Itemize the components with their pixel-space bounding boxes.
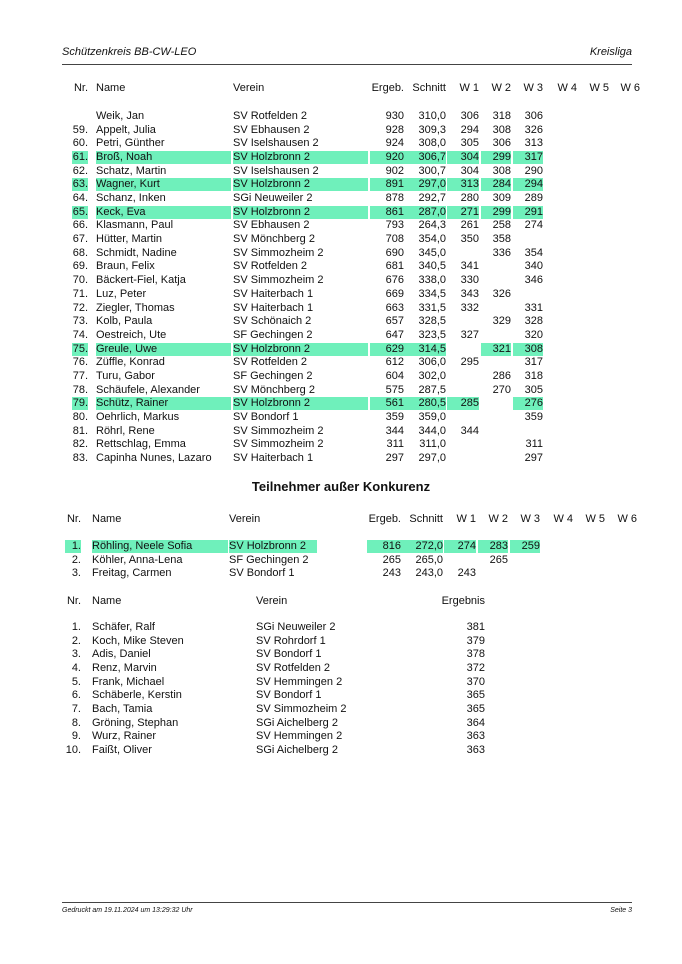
table1-cell-ergeb: 920 (370, 151, 404, 164)
table1-cell-nr: 80. (72, 410, 88, 423)
table1-cell-w2: 299 (481, 206, 511, 219)
table1-cell-schnitt: 306,0 (418, 356, 446, 369)
table1-cell-ergeb: 902 (385, 164, 404, 177)
table1-cell-schnitt: 287,5 (418, 383, 446, 396)
table2-cell-ergeb: 243 (382, 567, 401, 580)
table1-cell-verein: SGi Neuweiler 2 (233, 192, 313, 205)
table2-cell-schnitt: 243,0 (415, 567, 443, 580)
table1-cell-schnitt: 328,5 (418, 315, 446, 328)
table1-cell-nr: 67. (72, 233, 88, 246)
table2-cell-w1: 274 (444, 540, 476, 553)
table2-col-w5: W 5 (585, 513, 605, 525)
table1-cell-name: Oestreich, Ute (96, 328, 167, 341)
table1-cell-nr: 77. (72, 369, 88, 382)
table1-cell-verein: SV Haiterbach 1 (233, 287, 314, 300)
table3-cell-verein: SV Hemmingen 2 (256, 675, 343, 688)
table1-cell-w3: 313 (524, 137, 543, 150)
table1-cell-w1: 305 (460, 137, 479, 150)
table2-col-w6: W 6 (617, 513, 637, 525)
table1-cell-w2: 318 (492, 110, 511, 122)
table1-cell-name: Schmidt, Nadine (96, 246, 177, 259)
table1-cell-verein: SV Simmozheim 2 (233, 438, 324, 451)
table1-cell-schnitt: 309,3 (418, 123, 446, 136)
table1-col-schnitt: Schnitt (412, 82, 446, 94)
footer-rule (62, 902, 632, 903)
table2-col-w1: W 1 (456, 513, 476, 525)
table1-cell-w1: 280 (460, 192, 479, 205)
table3-cell-nr: 3. (71, 648, 81, 661)
table3-cell-name: Schäfer, Ralf (92, 621, 155, 633)
table2-cell-schnitt: 272,0 (401, 540, 443, 553)
table1-cell-ergeb: 604 (385, 369, 404, 382)
table2-col-schnitt: Schnitt (409, 513, 443, 525)
table2-col-w3: W 3 (520, 513, 540, 525)
table1-cell-verein: SV Simmozheim 2 (233, 424, 324, 437)
table1-cell-nr: 64. (72, 192, 88, 205)
table1-cell-w3: 311 (525, 438, 543, 451)
table1-cell-schnitt: 308,0 (418, 137, 446, 150)
table1-cell-nr: 79. (72, 397, 88, 410)
table1-cell-w2: 309 (492, 192, 511, 205)
table1-cell-nr: 74. (72, 328, 88, 341)
table1-cell-name: Schatz, Martin (96, 164, 167, 177)
table2-cell-verein: SV Bondorf 1 (229, 567, 295, 580)
table1-cell-w2: 299 (481, 151, 511, 164)
table1-cell-w2: 258 (492, 219, 511, 232)
table1-cell-name: Capinha Nunes, Lazaro (96, 452, 212, 464)
table1-col-w3: W 3 (523, 82, 543, 94)
table1-cell-w2: 286 (492, 369, 511, 382)
table3-cell-verein: SV Rotfelden 2 (256, 662, 330, 675)
table1-cell-verein: SF Gechingen 2 (233, 369, 313, 382)
table2-cell-verein: SV Holzbronn 2 (229, 540, 317, 553)
table1-cell-schnitt: 280,5 (404, 397, 446, 410)
table1-col-name: Name (96, 82, 126, 94)
table1-cell-name: Schäufele, Alexander (96, 383, 200, 396)
table1-cell-w3: 346 (524, 274, 543, 287)
table1-cell-nr: 66. (72, 219, 88, 232)
table2-cell-name: Röhling, Neele Sofia (92, 540, 228, 553)
table1-cell-nr: 62. (72, 164, 88, 177)
table1-cell-schnitt: 340,5 (418, 260, 446, 273)
table1-cell-schnitt: 344,0 (418, 424, 446, 437)
table1-cell-nr: 76. (72, 356, 88, 369)
table3-cell-ergebnis: 365 (466, 703, 485, 716)
table1-cell-verein: SF Gechingen 2 (233, 328, 313, 341)
table3-cell-name: Schäberle, Kerstin (92, 689, 182, 702)
table1-cell-w1: 343 (460, 287, 479, 300)
table3-cell-name: Adis, Daniel (92, 648, 151, 661)
table1-cell-schnitt: 323,5 (418, 328, 446, 341)
table1-cell-w1: 330 (460, 274, 479, 287)
table1-cell-ergeb: 878 (385, 192, 404, 205)
table1-col-ergeb: Ergeb. (371, 82, 404, 94)
table1-cell-nr: 75. (72, 342, 88, 355)
table1-cell-w3: 297 (524, 452, 543, 464)
table1-cell-w1: 332 (460, 301, 479, 314)
table1-cell-schnitt: 311,0 (419, 438, 446, 451)
table1-cell-w3: 306 (524, 110, 543, 122)
table3-cell-nr: 8. (71, 716, 81, 729)
table1-cell-verein: SV Ebhausen 2 (233, 123, 310, 136)
table3-cell-ergebnis: 364 (466, 716, 485, 729)
table1-cell-nr: 82. (72, 438, 88, 451)
table1-cell-name: Weik, Jan (96, 110, 145, 122)
table1-cell-ergeb: 561 (370, 397, 404, 410)
table1-cell-name: Turu, Gabor (96, 369, 155, 382)
table1-col-w1: W 1 (459, 82, 479, 94)
table1-cell-w3: 326 (524, 123, 543, 136)
table1-cell-name: Appelt, Julia (96, 123, 156, 136)
table1-cell-w2: 326 (492, 287, 511, 300)
table1-cell-name: Rettschlag, Emma (96, 438, 186, 451)
table1-cell-schnitt: 359,0 (418, 410, 446, 423)
table1-cell-schnitt: 310,0 (418, 110, 446, 122)
table2-cell-nr: 3. (71, 567, 81, 580)
table1-cell-ergeb: 676 (385, 274, 404, 287)
section-title: Teilnehmer außer Konkurenz (251, 479, 431, 494)
table1-col-w2: W 2 (491, 82, 511, 94)
footer-print-date: Gedruckt am 19.11.2024 um 13:29:32 Uhr (62, 907, 193, 914)
table3-col-nr: Nr. (66, 595, 81, 607)
table1-cell-verein: SV Schönaich 2 (233, 315, 312, 328)
table1-cell-w3: 317 (524, 356, 543, 369)
table1-cell-nr: 63. (72, 178, 88, 191)
table3-cell-name: Frank, Michael (92, 675, 165, 688)
table1-cell-verein: SV Iselshausen 2 (233, 137, 319, 150)
table1-cell-name: Braun, Felix (96, 260, 155, 273)
table1-cell-nr: 65. (72, 205, 88, 218)
table1-cell-nr: 69. (72, 260, 88, 273)
table1-cell-schnitt: 345,0 (418, 246, 446, 259)
table3-cell-verein: SGi Aichelberg 2 (256, 744, 338, 757)
table1-cell-ergeb: 924 (385, 137, 404, 150)
table2-col-nr: Nr. (66, 513, 81, 525)
table1-cell-verein: SV Bondorf 1 (233, 410, 299, 423)
table2-cell-verein: SF Gechingen 2 (229, 553, 309, 566)
table1-col-w5: W 5 (589, 82, 609, 94)
table1-cell-schnitt: 300,7 (418, 164, 446, 177)
table1-cell-nr: 72. (72, 301, 88, 314)
table1-cell-w3: 318 (524, 369, 543, 382)
table1-cell-name: Greule, Uwe (96, 343, 231, 356)
table3-cell-nr: 4. (71, 662, 81, 675)
table1-cell-nr: 61. (72, 151, 88, 164)
table1-cell-schnitt: 334,5 (418, 287, 446, 300)
table1-cell-w3: 294 (513, 178, 543, 191)
header-rule (62, 64, 632, 65)
header-league-name: Kreisliga (589, 46, 632, 58)
table2-cell-ergeb: 816 (367, 540, 401, 553)
table3-cell-verein: SGi Neuweiler 2 (256, 621, 336, 633)
table1-cell-ergeb: 690 (385, 246, 404, 259)
table1-cell-ergeb: 575 (385, 383, 404, 396)
table1-cell-schnitt: 314,5 (404, 343, 446, 356)
table3-col-ergebnis: Ergebnis (441, 595, 485, 607)
table1-cell-name: Broß, Noah (96, 151, 231, 164)
table1-cell-verein: SV Simmozheim 2 (233, 246, 324, 259)
table2-cell-w2: 265 (489, 553, 508, 566)
table1-cell-ergeb: 930 (385, 110, 404, 122)
table3-cell-nr: 1. (71, 621, 81, 633)
table3-cell-ergebnis: 372 (466, 662, 485, 675)
table1-cell-ergeb: 657 (385, 315, 404, 328)
table1-cell-nr: 73. (72, 315, 88, 328)
table1-cell-verein: SV Rotfelden 2 (233, 356, 307, 369)
table1-cell-w1: 350 (460, 233, 479, 246)
table1-cell-name: Keck, Eva (96, 206, 231, 219)
table1-cell-ergeb: 359 (385, 410, 404, 423)
table1-cell-schnitt: 306,7 (404, 151, 446, 164)
table1-cell-name: Bäckert-Fiel, Katja (96, 274, 186, 287)
table1-cell-verein: SV Mönchberg 2 (233, 233, 315, 246)
table1-cell-verein: SV Iselshausen 2 (233, 164, 319, 177)
table1-cell-ergeb: 928 (385, 123, 404, 136)
table1-cell-w3: 359 (524, 410, 543, 423)
table1-cell-ergeb: 647 (385, 328, 404, 341)
table1-cell-ergeb: 344 (385, 424, 404, 437)
table1-cell-nr: 59. (72, 123, 88, 136)
table1-cell-nr: 71. (72, 287, 88, 300)
table2-cell-w1: 243 (457, 567, 476, 580)
table1-cell-nr: 78. (72, 383, 88, 396)
table2-cell-ergeb: 265 (382, 553, 401, 566)
table1-cell-verein: SV Holzbronn 2 (233, 151, 368, 164)
table3-cell-nr: 7. (71, 703, 81, 716)
table1-cell-w2: 270 (492, 383, 511, 396)
table1-cell-name: Schütz, Rainer (96, 397, 231, 410)
table1-cell-nr: 68. (72, 246, 88, 259)
table3-cell-name: Renz, Marvin (92, 662, 157, 675)
table1-cell-verein: SV Rotfelden 2 (233, 260, 307, 273)
table3-cell-verein: SV Simmozheim 2 (256, 703, 347, 716)
table2-col-w4: W 4 (553, 513, 573, 525)
table1-cell-w1: 261 (460, 219, 479, 232)
table3-cell-verein: SGi Aichelberg 2 (256, 716, 338, 729)
table1-cell-name: Hütter, Martin (96, 233, 163, 246)
table1-cell-schnitt: 264,3 (418, 219, 446, 232)
table1-col-w4: W 4 (557, 82, 577, 94)
table1-cell-w3: 290 (524, 164, 543, 177)
table3-cell-ergebnis: 363 (466, 730, 485, 743)
table1-cell-schnitt: 338,0 (418, 274, 446, 287)
table1-cell-verein: SV Holzbronn 2 (233, 178, 368, 191)
table3-cell-ergebnis: 381 (466, 621, 485, 633)
table1-cell-w1: 344 (460, 424, 479, 437)
table1-cell-ergeb: 663 (385, 301, 404, 314)
table3-cell-name: Wurz, Rainer (92, 730, 156, 743)
table3-cell-verein: SV Bondorf 1 (256, 648, 322, 661)
table1-cell-verein: SV Haiterbach 1 (233, 452, 314, 464)
table3-col-verein: Verein (256, 595, 288, 607)
table2-col-ergeb: Ergeb. (368, 513, 401, 525)
table3-cell-verein: SV Hemmingen 2 (256, 730, 343, 743)
table1-cell-schnitt: 331,5 (418, 301, 446, 314)
table1-cell-w3: 308 (513, 343, 543, 356)
table3-cell-name: Koch, Mike Steven (92, 634, 184, 647)
table1-cell-name: Luz, Peter (96, 287, 147, 300)
table1-cell-w1: 313 (447, 178, 479, 191)
table1-cell-w1: 341 (460, 260, 479, 273)
table1-cell-name: Wagner, Kurt (96, 178, 231, 191)
table1-cell-schnitt: 297,0 (418, 452, 446, 464)
table1-cell-name: Petri, Günther (96, 137, 165, 150)
table1-cell-name: Röhrl, Rene (96, 424, 155, 437)
table2-cell-name: Köhler, Anna-Lena (92, 553, 183, 566)
table1-cell-w1: 306 (460, 110, 479, 122)
table1-cell-ergeb: 669 (385, 287, 404, 300)
table2-cell-name: Freitag, Carmen (92, 567, 172, 580)
table1-cell-verein: SV Rotfelden 2 (233, 110, 307, 122)
table1-cell-ergeb: 612 (385, 356, 404, 369)
table1-cell-verein: SV Holzbronn 2 (233, 397, 368, 410)
table1-cell-name: Klasmann, Paul (96, 219, 174, 232)
table1-cell-verein: SV Mönchberg 2 (233, 383, 315, 396)
table1-cell-w3: 305 (524, 383, 543, 396)
table1-cell-w1: 271 (447, 206, 479, 219)
table1-cell-ergeb: 297 (385, 452, 404, 464)
table3-cell-name: Bach, Tamia (92, 703, 153, 716)
table3-cell-name: Faißt, Oliver (92, 744, 152, 757)
table3-cell-name: Gröning, Stephan (92, 716, 179, 729)
table1-cell-name: Kolb, Paula (96, 315, 153, 328)
table3-cell-nr: 6. (71, 689, 81, 702)
table2-col-w2: W 2 (488, 513, 508, 525)
table1-cell-w2: 308 (492, 164, 511, 177)
table1-cell-w3: 274 (524, 219, 543, 232)
table2-cell-nr: 2. (71, 553, 81, 566)
table1-cell-nr: 83. (72, 452, 88, 464)
table1-cell-ergeb: 793 (385, 219, 404, 232)
table1-cell-verein: SV Holzbronn 2 (233, 343, 368, 356)
table1-cell-verein: SV Haiterbach 1 (233, 301, 314, 314)
table1-cell-schnitt: 354,0 (418, 233, 446, 246)
table1-cell-ergeb: 708 (385, 233, 404, 246)
table1-cell-name: Schanz, Inken (96, 192, 166, 205)
table1-cell-schnitt: 292,7 (418, 192, 446, 205)
table3-col-name: Name (92, 595, 122, 607)
table3-cell-nr: 2. (71, 634, 81, 647)
table3-cell-ergebnis: 370 (466, 675, 485, 688)
table1-cell-ergeb: 681 (385, 260, 404, 273)
table3-cell-ergebnis: 365 (466, 689, 485, 702)
table1-cell-w1: 327 (460, 328, 479, 341)
table2-cell-w2: 283 (478, 540, 508, 553)
table1-cell-w3: 276 (513, 397, 543, 410)
table1-cell-nr: 81. (72, 424, 88, 437)
table1-cell-ergeb: 861 (370, 206, 404, 219)
table1-col-nr: Nr. (73, 82, 88, 94)
table1-cell-w2: 321 (481, 343, 511, 356)
table1-cell-w1: 304 (447, 151, 479, 164)
table3-cell-verein: SV Rohrdorf 1 (256, 634, 326, 647)
table3-cell-verein: SV Bondorf 1 (256, 689, 322, 702)
table1-cell-schnitt: 287,0 (404, 206, 446, 219)
table1-cell-w2: 358 (492, 233, 511, 246)
table1-cell-w3: 289 (524, 192, 543, 205)
table1-cell-w3: 328 (524, 315, 543, 328)
table2-col-verein: Verein (229, 513, 261, 525)
table1-cell-w2: 284 (481, 178, 511, 191)
table1-cell-verein: SV Holzbronn 2 (233, 206, 368, 219)
table2-cell-nr: 1. (65, 540, 81, 553)
table3-cell-ergebnis: 379 (466, 634, 485, 647)
table3-cell-nr: 5. (71, 675, 81, 688)
table1-cell-schnitt: 297,0 (404, 178, 446, 191)
table1-cell-w3: 317 (513, 151, 543, 164)
table1-cell-w2: 329 (492, 315, 511, 328)
table1-cell-verein: SV Ebhausen 2 (233, 219, 310, 232)
table1-cell-verein: SV Simmozheim 2 (233, 274, 324, 287)
table1-cell-ergeb: 891 (370, 178, 404, 191)
table2-cell-w3: 259 (510, 540, 540, 553)
table1-cell-w3: 331 (524, 301, 543, 314)
table1-col-verein: Verein (233, 82, 265, 94)
table3-cell-nr: 9. (71, 730, 81, 743)
table1-cell-w1: 294 (460, 123, 479, 136)
table1-cell-w1: 285 (447, 397, 479, 410)
table1-cell-w3: 320 (524, 328, 543, 341)
table1-cell-w2: 336 (492, 246, 511, 259)
table2-cell-schnitt: 265,0 (415, 553, 443, 566)
table1-cell-ergeb: 311 (386, 438, 404, 451)
header-league-district: Schützenkreis BB-CW-LEO (62, 46, 197, 58)
table1-cell-w3: 354 (524, 246, 543, 259)
table1-cell-name: Züffle, Konrad (96, 356, 165, 369)
table1-col-w6: W 6 (620, 82, 640, 94)
table3-cell-ergebnis: 363 (466, 744, 485, 757)
table1-cell-w1: 295 (460, 356, 479, 369)
footer-page-number: Seite 3 (610, 907, 632, 914)
table3-cell-ergebnis: 378 (466, 648, 485, 661)
table1-cell-name: Oehrlich, Markus (96, 410, 180, 423)
table1-cell-schnitt: 302,0 (418, 369, 446, 382)
table1-cell-w2: 306 (492, 137, 511, 150)
table1-cell-ergeb: 629 (370, 343, 404, 356)
table1-cell-nr: 60. (72, 137, 88, 150)
table1-cell-w3: 291 (513, 206, 543, 219)
table1-cell-w2: 308 (492, 123, 511, 136)
table2-col-name: Name (92, 513, 122, 525)
table1-cell-w1: 304 (460, 164, 479, 177)
table1-cell-nr: 70. (72, 274, 88, 287)
table3-cell-nr: 10. (65, 744, 81, 757)
table1-cell-w3: 340 (524, 260, 543, 273)
table1-cell-name: Ziegler, Thomas (96, 301, 175, 314)
